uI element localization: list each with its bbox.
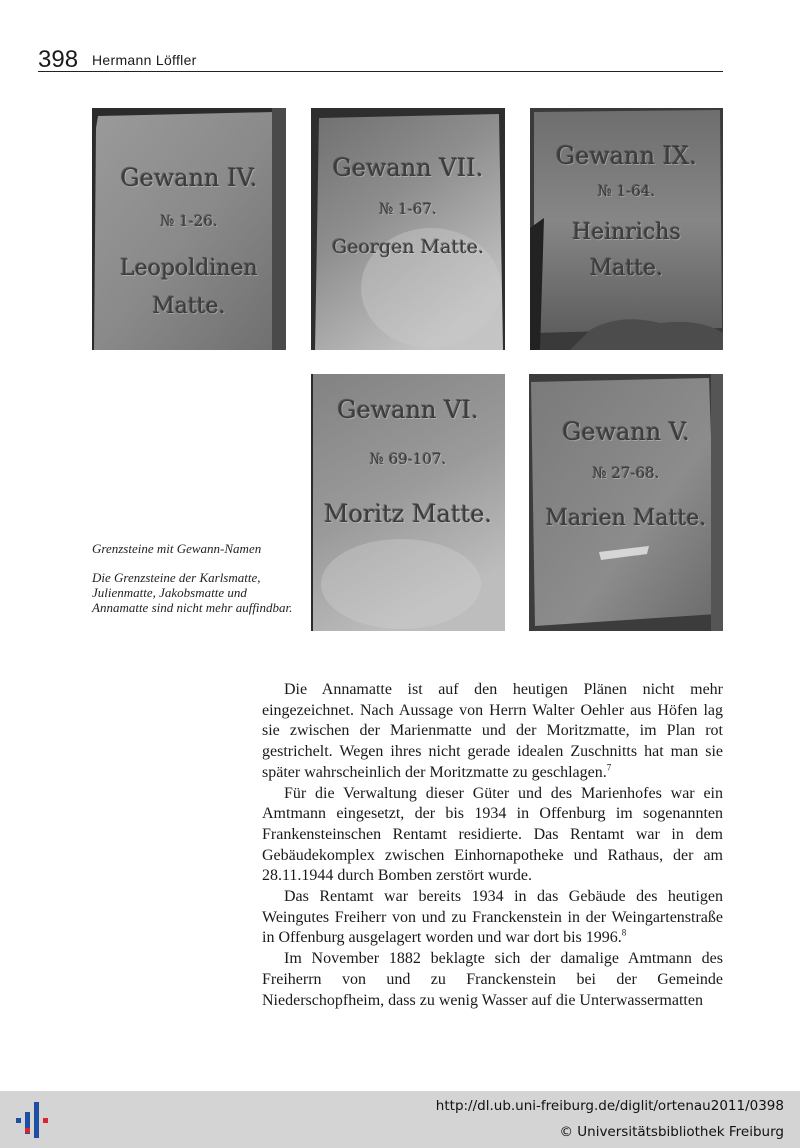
stone-image — [311, 108, 505, 350]
photo-boundary-stone-gewann-vi — [311, 374, 505, 631]
stone-line-3: Leopoldinen — [120, 256, 258, 281]
stone-line-2: № 1-67. — [379, 200, 437, 218]
stone-line-3: Heinrichs — [572, 220, 681, 245]
photo-boundary-stone-gewann-vii — [311, 108, 505, 350]
stone-line-1: Gewann VI. — [337, 396, 479, 424]
stone-line-3: Moritz Matte. — [323, 500, 493, 528]
footnote-ref[interactable]: 7 — [606, 762, 612, 773]
stone-line-3: Georgen Matte. — [332, 236, 484, 258]
figure-caption-text: Die Grenzsteine der Karlsmatte, Julienmatte, Jakobsmatte und Annamatte sind nicht mehr auffindbar. — [92, 570, 293, 615]
paragraph — [262, 887, 723, 949]
running-head-author: Hermann Löffler — [92, 52, 197, 68]
footer-url-link[interactable]: http://dl.ub.uni-freiburg.de/diglit/ortenau2011/0398 — [435, 1098, 784, 1114]
page-number: 398 — [38, 46, 79, 73]
stone-line-2: № 1-26. — [160, 212, 218, 230]
figure-caption-title: Grenzsteine mit Gewann-Namen — [92, 541, 262, 556]
paragraph-text: Die Annamatte ist auf den heutigen Plänen nicht mehr eingezeichnet. Nach Aussage von Herrn Walter Oehler aus Höfen lag sie zwischen der Marienmatte und der Moritzmatte, im Plan rot gestrichelt. Wegen ihres nicht gerade idealen Zuschnitts hat man sie später wahrscheinlich der Moritzmatte zu geschlagen. — [262, 681, 723, 781]
paragraph-text: Für die Verwaltung dieser Güter und des Marienhofes war ein Amtmann eingesetzt, der bis 1934 in Offenburg im sogenannten Frankensteinschen Rentamt residierte. Das Rentamt war in dem Gebäudekomplex zwischen Einhornapotheke und Rathaus, der am 28.11.1944 durch Bomben zerstört wurde. — [262, 784, 723, 885]
stone-line-2: № 69-107. — [369, 450, 447, 468]
stone-line-2: № 27-68. — [592, 464, 660, 482]
stone-line-4: Matte. — [589, 256, 664, 281]
footnote-ref[interactable]: 8 — [621, 928, 627, 939]
ub-freiburg-logo-icon[interactable] — [10, 1099, 54, 1141]
paragraph-text: Im November 1882 beklagte sich der damalige Amtmann des Freiherrn von und zu Franckenstein bei der Gemeinde Niederschopfheim, dass zu wenig Wasser auf die Unterwassermatten — [262, 950, 723, 1009]
running-head — [38, 48, 723, 72]
photo-boundary-stone-gewann-iv — [92, 108, 286, 350]
body-text — [262, 680, 723, 1011]
photo-boundary-stone-gewann-ix — [530, 108, 723, 350]
stone-line-1: Gewann VII. — [332, 154, 484, 182]
paragraph — [262, 949, 723, 1011]
stone-image — [529, 374, 723, 631]
stone-line-1: Gewann IV. — [120, 164, 258, 192]
stone-line-4: Matte. — [152, 294, 226, 319]
paragraph — [262, 680, 723, 784]
paragraph-text: Das Rentamt war bereits 1934 in das Gebäude des heutigen Weingutes Freiherr von und zu Franckenstein in der Weingartenstraße in Offenburg ausgelagert worden und war dort bis 1996. — [262, 888, 723, 947]
footer-copyright: © Universitätsbibliothek Freiburg — [559, 1124, 784, 1140]
footer-bar — [0, 1091, 800, 1148]
stone-line-3: Marien Matte. — [545, 506, 707, 531]
photo-boundary-stone-gewann-v — [529, 374, 723, 631]
stone-line-2: № 1-64. — [597, 182, 656, 200]
paragraph — [262, 784, 723, 888]
stone-line-1: Gewann V. — [562, 418, 690, 446]
stone-line-1: Gewann IX. — [556, 142, 697, 170]
